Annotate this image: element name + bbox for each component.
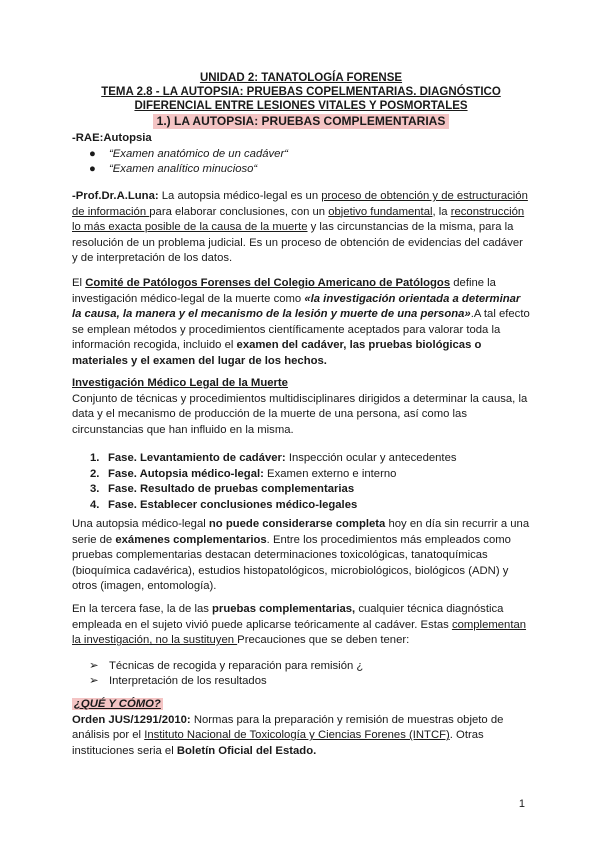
list-item: 1. Fase. Levantamiento de cadáver: Inspección ocular y antecedentes (90, 452, 457, 465)
orden-paragraph: Orden JUS/1291/2010: Normas para la preparación y remisión de muestras objeto de análisis por el Instituto Nacional de Toxicología y Ciencias Forenes (INTCF). Otras instituciones seria el Boletín Oficial del Estado. (72, 713, 504, 757)
arrow-icon: ➢ (89, 675, 99, 688)
list-item: ● “Examen analítico minucioso“ (72, 162, 530, 178)
prof-luna-paragraph: -Prof.Dr.A.Luna: La autopsia médico-legal es un proceso de obtención y de estructuración de información para elaborar conclusiones, con un objetivo fundamental, la reconstrucción lo más exacta posible de la causa de la muerte y las circunstancias de la misma, para la resolución de un problema judicial. Es un proceso de obtención de evidencias del cadáver y de interpretación de los datos. (72, 190, 528, 265)
committee-paragraph: El Comité de Patólogos Forenses del Colegio Americano de Patólogos define la investigación médico-legal de la muerte como «la investigación orientada a determinar la causa, la manera y el mecanismo de la lesión y muerte de una persona».A tal efecto se emplean métodos y procedimientos científicamente aceptados para valorar toda la información recogida, incluido el examen del cadáver, las pruebas biológicas o materiales y el examen del lugar de los hechos. (72, 277, 530, 367)
investigation-text: Conjunto de técnicas y procedimientos multidisciplinares dirigidos a determinar la causa, la data y el mecanismo de producción de la muerte de una persona, así como las circunstancias que han influido en la misma. (72, 392, 528, 436)
list-item: 3. Fase. Resultado de pruebas complementarias (90, 483, 355, 496)
list-item: ➢ Técnicas de recogida y reparación para remisión ¿ (72, 659, 530, 675)
rae-list (72, 147, 530, 178)
autopsy-paragraph: Una autopsia médico-legal no puede considerarse completa hoy en día sin recurrir a una serie de exámenes complementarios. Entre los procedimientos más empleados como pruebas complementarias destacan determinaciones toxicológicas, tanatoquímicas (bioquímica cadavérica), estudios histopatológicos, microbiológicos, biológicos (ADN) y otros (imagen, entomología). (72, 518, 530, 593)
topic-title-line2: DIFERENCIAL ENTRE LESIONES VITALES Y POSMORTALES (134, 100, 468, 112)
bullet-icon: ● (89, 163, 96, 176)
precautions-list (72, 659, 530, 690)
unit-title: UNIDAD 2: TANATOLOGÍA FORENSE (199, 72, 403, 84)
bullet-icon: ● (89, 147, 96, 160)
topic-title-line1: TEMA 2.8 - LA AUTOPSIA: PRUEBAS COPELMENTARIAS. DIAGNÓSTICO (101, 86, 501, 98)
list-item: 4. Fase. Establecer conclusiones médico-legales (90, 498, 358, 511)
header-block (72, 71, 530, 129)
investigation-block (72, 376, 530, 513)
section-heading: 1.) LA AUTOPSIA: PRUEBAS COMPLEMENTARIAS (153, 114, 450, 129)
list-item: ➢ Interpretación de los resultados (72, 674, 530, 690)
arrow-icon: ➢ (89, 659, 99, 672)
investigation-title: Investigación Médico Legal de la Muerte (72, 377, 288, 389)
rae-block (72, 131, 530, 178)
que-y-como-heading: ¿QUÉ Y CÓMO? (74, 698, 161, 710)
que-y-como-block (72, 697, 530, 759)
phases-list (72, 451, 530, 513)
list-item: ● “Examen anatómico de un cadáver“ (72, 147, 530, 163)
rae-label: -RAE:Autopsia (72, 132, 152, 144)
page-number: 1 (518, 798, 525, 810)
list-item: 2. Fase. Autopsia médico-legal: Examen externo e interno (90, 467, 397, 480)
third-phase-paragraph: En la tercera fase, la de las pruebas complementarias, cualquier técnica diagnóstica empleada en el sujeto vivió puede aplicarse teóricamente al cadáver. Estas complementan la investigación, no la sustituyen Precauciones que se deben tener: ➢ Técnicas de recogida y reparación para remisión ¿ ➢ Interpretación de los resultados (72, 602, 530, 690)
